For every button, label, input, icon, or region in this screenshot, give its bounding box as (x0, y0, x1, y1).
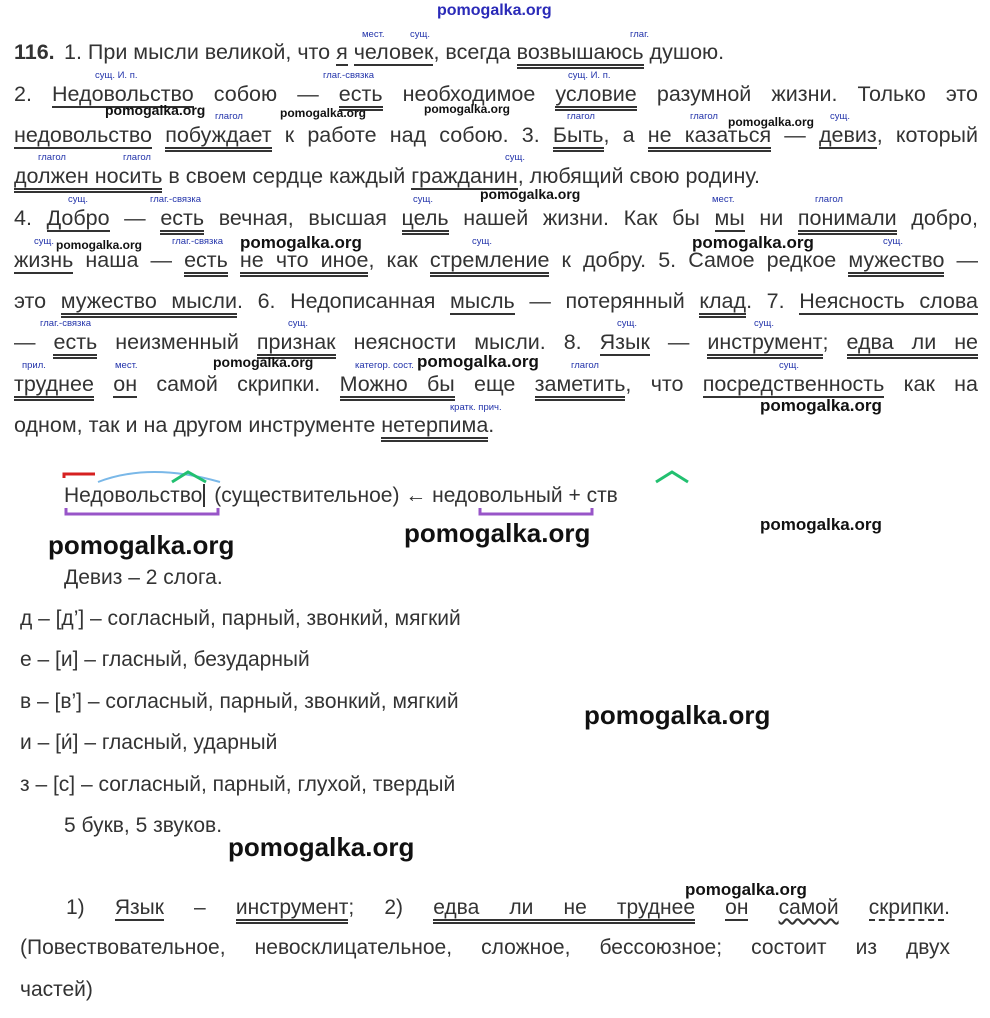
watermark: pomogalka.org (692, 233, 814, 252)
text-line: одном, так и на другом инструменте нетерпима. (14, 411, 978, 439)
watermark: pomogalka.org (404, 518, 591, 548)
annotation: глагол (215, 111, 243, 122)
phonetic-row: з – [с] – согласный, парный, глухой, твердый (20, 773, 456, 796)
annotation: прил. (22, 360, 46, 371)
annotation: сущ. (288, 318, 308, 329)
annotation: сущ. (413, 194, 433, 205)
annotation: глагол (815, 194, 843, 205)
annotation: сущ. (68, 194, 88, 205)
text-line: труднее он самой скрипки. Можно бы еще заметить, что посредственность как на (14, 370, 978, 398)
annotation: сущ. (34, 236, 54, 247)
analyzed-word: Недовольство (64, 484, 205, 507)
annotation: глагол (567, 111, 595, 122)
exercise-number: 116. (14, 40, 55, 64)
annotation: мест. (115, 360, 138, 371)
text-line: жизнь наша — есть не что иное, как стремление к добру. 5. Самое редкое мужество — (14, 246, 978, 274)
annotation: категор. сост. (355, 360, 414, 371)
annotation: сущ. (505, 152, 525, 163)
annotation: глагол (571, 360, 599, 371)
watermark: pomogalka.org (424, 102, 511, 116)
watermark: pomogalka.org (280, 106, 367, 120)
annotation: глаг. (630, 29, 650, 40)
suffix: ств (586, 484, 618, 507)
annotation: мест. (362, 29, 385, 40)
watermark: pomogalka.org (437, 2, 552, 19)
annotation: кратк. прич. (450, 402, 502, 413)
annotation: сущ. (410, 29, 430, 40)
watermark: pomogalka.org (417, 352, 539, 371)
text-line: 1. При мысли великой, что я человек, всегда возвышаюсь душою. (64, 38, 800, 66)
phonetic-row: д – [д’] – согласный, парный, звонкий, мягкий (20, 607, 461, 630)
phonetic-row: в – [в’] – согласный, парный, звонкий, мягкий (20, 690, 459, 713)
annotation: глаг.-связка (323, 70, 375, 81)
watermark: pomogalka.org (228, 832, 415, 862)
text-line: должен носить в своем сердце каждый гражданин, любящий свою родину. (14, 162, 978, 190)
watermark: pomogalka.org (728, 115, 815, 129)
annotation: сущ. (883, 236, 903, 247)
annotation: глагол (690, 111, 718, 122)
annotation: сущ. (779, 360, 799, 371)
watermark: pomogalka.org (105, 102, 206, 118)
watermark: pomogalka.org (240, 233, 362, 252)
letters-sounds: 5 букв, 5 звуков. (64, 814, 223, 837)
annotation: глаг.-связка (40, 318, 92, 329)
syntax-description-end: частей) (20, 978, 93, 1001)
annotation: сущ. (617, 318, 637, 329)
watermark: pomogalka.org (480, 186, 581, 202)
watermark: pomogalka.org (760, 396, 882, 415)
watermark: pomogalka.org (685, 880, 807, 899)
text-line: недовольство побуждает к работе над собою. 3. Быть, а не казаться — девиз, который (14, 121, 978, 149)
phonetic-row: и – [и́] – гласный, ударный (20, 731, 278, 754)
annotation: глагол (38, 152, 66, 163)
phonetic-row: е – [и] – гласный, безударный (20, 648, 310, 671)
watermark: pomogalka.org (48, 530, 235, 560)
annotation: глагол (123, 152, 151, 163)
base-word: недовольный (432, 484, 563, 507)
text-line: 4. Добро — есть вечная, высшая цель нашей жизни. Как бы мы ни понимали добро, (14, 204, 978, 232)
syntax-line: 1) Язык – инструмент; 2) едва ли не труднее он самой скрипки. (66, 894, 950, 922)
watermark: pomogalka.org (760, 515, 882, 534)
syntax-description: (Повествовательное, невосклицательное, сложное, бессоюзное; состоит из двух (20, 936, 950, 959)
annotation: сущ. (754, 318, 774, 329)
syllable-count: Девиз – 2 слога. (64, 566, 223, 589)
annotation: сущ. (472, 236, 492, 247)
text-line: 2. Недовольство собою — есть необходимое условие разумной жизни. Только это (14, 80, 978, 108)
watermark: pomogalka.org (56, 238, 143, 252)
watermark: pomogalka.org (213, 354, 314, 370)
watermark: pomogalka.org (584, 700, 771, 730)
annotation: глаг.-связка (172, 236, 224, 247)
annotation: сущ. (830, 111, 850, 122)
annotation: сущ. И. п. (95, 70, 138, 81)
annotation: сущ. И. п. (568, 70, 611, 81)
annotation: мест. (712, 194, 735, 205)
text-line: это мужество мысли. 6. Недописанная мысль — потерянный клад. 7. Неясность слова (14, 287, 978, 315)
derivation-line: Недовольство (существительное) ← недовольный + ств (64, 484, 618, 507)
annotation: глаг.-связка (150, 194, 202, 205)
text-line: — есть неизменный признак неясности мысли. 8. Язык — инструмент; едва ли не (14, 328, 978, 356)
